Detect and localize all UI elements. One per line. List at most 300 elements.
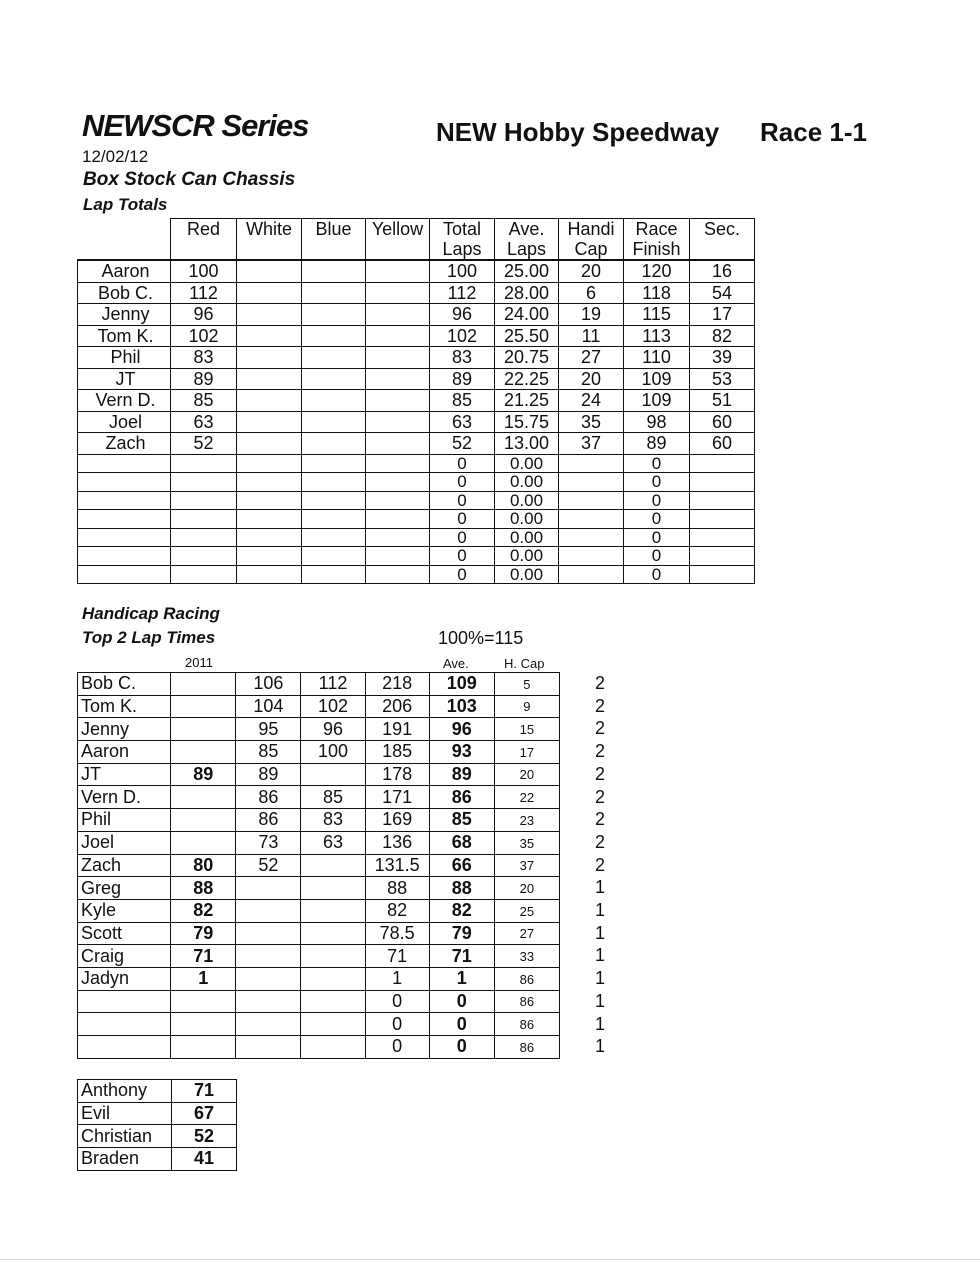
table-cell: 0 xyxy=(365,1036,429,1059)
table-row xyxy=(78,786,560,809)
table-cell: 0 xyxy=(365,990,429,1013)
driver-name: Jadyn xyxy=(78,967,171,990)
table-cell: 25.50 xyxy=(495,325,559,347)
table-cell: 63 xyxy=(430,411,495,433)
table-cell xyxy=(301,854,365,877)
table-cell: 22.25 xyxy=(495,368,559,390)
table-cell: 71 xyxy=(429,945,494,968)
table-cell: 25 xyxy=(494,899,559,922)
table-cell: 15 xyxy=(494,718,559,741)
table-cell xyxy=(171,831,236,854)
table-row xyxy=(78,528,755,547)
table-cell: 1 xyxy=(171,967,236,990)
table-cell: 0 xyxy=(624,565,690,584)
table-cell: 23 xyxy=(494,809,559,832)
table-cell xyxy=(366,565,430,584)
table-row xyxy=(78,1080,237,1103)
column-header: Sec. xyxy=(690,219,755,261)
table-cell xyxy=(302,547,366,566)
table-cell: 27 xyxy=(559,347,624,369)
table-cell: 17 xyxy=(690,304,755,326)
driver-name: Kyle xyxy=(78,899,171,922)
table-cell xyxy=(690,454,755,473)
table-row xyxy=(78,1102,237,1125)
table-cell xyxy=(236,877,301,900)
table-cell xyxy=(237,510,302,529)
table-cell xyxy=(237,473,302,492)
table-row xyxy=(78,741,560,764)
driver-name: Jenny xyxy=(78,304,171,326)
table-cell: 109 xyxy=(624,368,690,390)
table-cell: 25.00 xyxy=(495,260,559,282)
table-cell xyxy=(171,510,237,529)
table-cell: 191 xyxy=(365,718,429,741)
table-cell xyxy=(171,454,237,473)
table-cell xyxy=(302,368,366,390)
heat-count: 2 xyxy=(594,695,605,716)
table-row xyxy=(78,325,755,347)
table-cell: 1 xyxy=(365,967,429,990)
table-cell xyxy=(559,491,624,510)
table-cell: 0.00 xyxy=(495,547,559,566)
table-cell: 0.00 xyxy=(495,491,559,510)
table-cell xyxy=(237,368,302,390)
driver-name: Zach xyxy=(78,854,171,877)
table-cell: 83 xyxy=(171,347,237,369)
column-header: White xyxy=(237,219,302,261)
table-cell: 16 xyxy=(690,260,755,282)
heat-count: 1 xyxy=(594,990,605,1011)
heat-count: 2 xyxy=(594,809,605,830)
table-cell xyxy=(171,1013,236,1036)
table-cell xyxy=(366,282,430,304)
table-cell xyxy=(366,347,430,369)
table-cell: 100 xyxy=(430,260,495,282)
table-cell xyxy=(237,390,302,412)
driver-name: Bob C. xyxy=(78,673,171,696)
table-cell: 100 xyxy=(171,260,237,282)
table-row xyxy=(78,390,755,412)
table-cell: 0 xyxy=(430,491,495,510)
driver-name: Braden xyxy=(78,1148,172,1171)
heat-count: 2 xyxy=(594,831,605,852)
table-cell: 86 xyxy=(494,1013,559,1036)
race-label: Race 1-1 xyxy=(760,117,867,147)
table-cell: 52 xyxy=(172,1125,237,1148)
table-cell: 0 xyxy=(429,1013,494,1036)
table-cell xyxy=(690,565,755,584)
column-header: Yellow xyxy=(366,219,430,261)
table-row xyxy=(78,967,560,990)
table-cell: 78.5 xyxy=(365,922,429,945)
driver-name xyxy=(78,473,171,492)
table-cell: 52 xyxy=(430,433,495,455)
table-cell xyxy=(690,491,755,510)
heat-count: 2 xyxy=(594,854,605,875)
table-cell: 19 xyxy=(559,304,624,326)
table-cell: 79 xyxy=(171,922,236,945)
table-cell: 113 xyxy=(624,325,690,347)
driver-name xyxy=(78,491,171,510)
table-cell xyxy=(366,260,430,282)
table-cell: 86 xyxy=(494,1036,559,1059)
column-header: Ave. Laps xyxy=(495,219,559,261)
table-cell xyxy=(302,282,366,304)
table-cell: 86 xyxy=(429,786,494,809)
table-cell xyxy=(366,454,430,473)
table-row xyxy=(78,1036,560,1059)
table-cell: 22 xyxy=(494,786,559,809)
table-cell: 0 xyxy=(430,565,495,584)
table-cell xyxy=(301,899,365,922)
table-cell xyxy=(301,1036,365,1059)
table-cell: 88 xyxy=(171,877,236,900)
driver-name: JT xyxy=(78,368,171,390)
table-row xyxy=(78,368,755,390)
table-cell: 80 xyxy=(171,854,236,877)
lap-totals-title: Lap Totals xyxy=(83,195,168,214)
table-row xyxy=(78,695,560,718)
table-cell: 88 xyxy=(429,877,494,900)
table-cell xyxy=(236,922,301,945)
table-row xyxy=(78,510,755,529)
table-row xyxy=(78,1125,237,1148)
table-cell: 112 xyxy=(430,282,495,304)
table-cell xyxy=(237,491,302,510)
column-header: Race Finish xyxy=(624,219,690,261)
table-cell: 20 xyxy=(494,763,559,786)
table-cell: 131.5 xyxy=(365,854,429,877)
table-cell: 86 xyxy=(236,809,301,832)
table-cell: 89 xyxy=(430,368,495,390)
driver-name xyxy=(78,990,171,1013)
table-row xyxy=(78,473,755,492)
table-cell xyxy=(237,347,302,369)
table-cell: 118 xyxy=(624,282,690,304)
table-cell: 13.00 xyxy=(495,433,559,455)
table-cell: 35 xyxy=(494,831,559,854)
table-row xyxy=(78,565,755,584)
table-cell xyxy=(302,347,366,369)
driver-name: Evil xyxy=(78,1102,172,1125)
table-cell: 89 xyxy=(624,433,690,455)
table-cell: 24 xyxy=(559,390,624,412)
table-cell xyxy=(301,763,365,786)
table-cell xyxy=(690,473,755,492)
table-cell xyxy=(302,454,366,473)
table-cell xyxy=(301,967,365,990)
driver-name: Aaron xyxy=(78,260,171,282)
table-cell: 83 xyxy=(301,809,365,832)
table-cell: 0.00 xyxy=(495,510,559,529)
table-cell: 63 xyxy=(301,831,365,854)
table-row xyxy=(78,990,560,1013)
handicap-table xyxy=(77,672,560,1059)
table-cell: 53 xyxy=(690,368,755,390)
table-row xyxy=(78,809,560,832)
table-cell: 73 xyxy=(236,831,301,854)
table-cell xyxy=(237,547,302,566)
table-cell: 83 xyxy=(430,347,495,369)
table-cell xyxy=(366,547,430,566)
table-cell: 63 xyxy=(171,411,237,433)
table-cell: 0.00 xyxy=(495,565,559,584)
table-cell: 112 xyxy=(171,282,237,304)
table-cell: 0 xyxy=(624,510,690,529)
table-cell xyxy=(236,945,301,968)
table-cell: 169 xyxy=(365,809,429,832)
table-cell: 103 xyxy=(429,695,494,718)
table-cell: 0 xyxy=(430,528,495,547)
driver-name: JT xyxy=(78,763,171,786)
table-row xyxy=(78,763,560,786)
table-cell xyxy=(366,433,430,455)
driver-name: Phil xyxy=(78,347,171,369)
table-cell: 60 xyxy=(690,433,755,455)
table-cell: 96 xyxy=(430,304,495,326)
table-cell xyxy=(171,718,236,741)
table-cell xyxy=(302,260,366,282)
table-row xyxy=(78,673,560,696)
table-row xyxy=(78,347,755,369)
table-cell: 95 xyxy=(236,718,301,741)
table-cell: 71 xyxy=(365,945,429,968)
table-cell xyxy=(302,565,366,584)
table-cell: 28.00 xyxy=(495,282,559,304)
table-cell: 9 xyxy=(494,695,559,718)
table-cell: 102 xyxy=(430,325,495,347)
table-cell: 0 xyxy=(429,1036,494,1059)
heat-count: 1 xyxy=(594,1013,605,1034)
table-cell: 86 xyxy=(236,786,301,809)
table-cell xyxy=(302,433,366,455)
table-cell xyxy=(237,565,302,584)
table-cell: 52 xyxy=(236,854,301,877)
driver-name xyxy=(78,547,171,566)
table-cell: 15.75 xyxy=(495,411,559,433)
table-cell: 0 xyxy=(624,491,690,510)
table-cell xyxy=(171,990,236,1013)
table-cell xyxy=(301,990,365,1013)
col-hcap-label: H. Cap xyxy=(504,656,545,671)
table-cell xyxy=(237,454,302,473)
class-name: Box Stock Can Chassis xyxy=(83,169,296,190)
heat-count: 2 xyxy=(594,718,605,739)
driver-name xyxy=(78,565,171,584)
driver-name: Scott xyxy=(78,922,171,945)
table-cell xyxy=(237,433,302,455)
table-cell: 0 xyxy=(430,473,495,492)
table-cell xyxy=(559,565,624,584)
table-cell: 100 xyxy=(301,741,365,764)
table-cell: 37 xyxy=(559,433,624,455)
column-header: Blue xyxy=(302,219,366,261)
table-cell: 115 xyxy=(624,304,690,326)
table-cell: 102 xyxy=(301,695,365,718)
table-cell xyxy=(171,473,237,492)
driver-name: Tom K. xyxy=(78,325,171,347)
driver-name: Bob C. xyxy=(78,282,171,304)
percent-label: 100%=115 xyxy=(438,628,524,648)
table-cell: 24.00 xyxy=(495,304,559,326)
table-cell: 86 xyxy=(494,990,559,1013)
table-cell: 71 xyxy=(172,1080,237,1103)
table-cell: 85 xyxy=(236,741,301,764)
driver-name: Anthony xyxy=(78,1080,172,1103)
table-cell xyxy=(559,528,624,547)
table-cell: 1 xyxy=(429,967,494,990)
table-row xyxy=(78,491,755,510)
table-cell: 178 xyxy=(365,763,429,786)
table-cell xyxy=(237,528,302,547)
table-cell xyxy=(237,260,302,282)
table-cell xyxy=(237,325,302,347)
table-cell: 0.00 xyxy=(495,454,559,473)
heat-count: 1 xyxy=(594,922,605,943)
table-row xyxy=(78,945,560,968)
table-cell: 89 xyxy=(236,763,301,786)
table-cell: 0 xyxy=(365,1013,429,1036)
table-cell xyxy=(559,473,624,492)
table-cell: 96 xyxy=(301,718,365,741)
table-cell: 0 xyxy=(429,990,494,1013)
table-cell: 41 xyxy=(172,1148,237,1171)
table-cell: 82 xyxy=(429,899,494,922)
table-row xyxy=(78,454,755,473)
table-cell: 20 xyxy=(494,877,559,900)
driver-name: Joel xyxy=(78,831,171,854)
table-cell: 185 xyxy=(365,741,429,764)
table-row xyxy=(78,831,560,854)
table-cell: 120 xyxy=(624,260,690,282)
series-title: NEWSCR Series xyxy=(82,108,309,143)
table-cell: 104 xyxy=(236,695,301,718)
table-cell: 106 xyxy=(236,673,301,696)
driver-name: Aaron xyxy=(78,741,171,764)
table-row xyxy=(78,260,755,282)
table-cell: 89 xyxy=(171,763,236,786)
table-cell xyxy=(236,990,301,1013)
table-cell xyxy=(366,304,430,326)
driver-name xyxy=(78,1013,171,1036)
driver-name xyxy=(78,1036,171,1059)
extra-drivers-table xyxy=(77,1079,237,1171)
table-cell: 82 xyxy=(365,899,429,922)
table-cell: 82 xyxy=(171,899,236,922)
table-cell: 60 xyxy=(690,411,755,433)
heat-count: 2 xyxy=(594,673,605,693)
table-cell xyxy=(559,547,624,566)
table-cell xyxy=(171,673,236,696)
table-cell: 96 xyxy=(429,718,494,741)
table-cell xyxy=(366,390,430,412)
table-row xyxy=(78,411,755,433)
table-cell: 86 xyxy=(494,967,559,990)
table-cell: 112 xyxy=(301,673,365,696)
table-cell xyxy=(236,967,301,990)
handicap-subtitle: Top 2 Lap Times xyxy=(82,628,216,647)
table-cell xyxy=(171,491,237,510)
table-cell: 109 xyxy=(429,673,494,696)
table-cell xyxy=(171,695,236,718)
col-2011-label: 2011 xyxy=(185,655,213,670)
table-cell xyxy=(690,510,755,529)
table-cell: 109 xyxy=(624,390,690,412)
table-cell: 136 xyxy=(365,831,429,854)
table-cell xyxy=(366,411,430,433)
table-cell: 20.75 xyxy=(495,347,559,369)
heat-count: 2 xyxy=(594,741,605,762)
table-cell: 85 xyxy=(171,390,237,412)
lap-totals-table xyxy=(77,218,755,584)
driver-name xyxy=(78,454,171,473)
race-date: 12/02/12 xyxy=(82,147,149,166)
table-cell xyxy=(366,510,430,529)
heat-count: 1 xyxy=(594,877,605,898)
table-cell xyxy=(690,547,755,566)
table-cell: 82 xyxy=(690,325,755,347)
table-cell xyxy=(236,899,301,922)
table-row xyxy=(78,547,755,566)
driver-name xyxy=(78,528,171,547)
table-cell xyxy=(302,325,366,347)
heat-count: 2 xyxy=(594,763,605,784)
table-cell: 6 xyxy=(559,282,624,304)
table-cell: 89 xyxy=(429,763,494,786)
table-cell: 171 xyxy=(365,786,429,809)
table-cell xyxy=(171,786,236,809)
table-cell xyxy=(237,411,302,433)
table-cell xyxy=(301,945,365,968)
table-cell xyxy=(302,473,366,492)
track-name: NEW Hobby Speedway xyxy=(436,117,720,147)
table-cell xyxy=(171,741,236,764)
table-cell xyxy=(302,491,366,510)
table-cell xyxy=(366,325,430,347)
table-cell xyxy=(301,1013,365,1036)
table-cell xyxy=(236,1036,301,1059)
heat-count: 1 xyxy=(594,1036,605,1057)
table-cell: 39 xyxy=(690,347,755,369)
table-cell: 85 xyxy=(429,809,494,832)
table-cell: 0.00 xyxy=(495,528,559,547)
table-cell: 67 xyxy=(172,1102,237,1125)
table-cell: 20 xyxy=(559,368,624,390)
table-cell xyxy=(236,1013,301,1036)
table-cell xyxy=(690,528,755,547)
heat-count: 1 xyxy=(594,945,605,966)
driver-name: Vern D. xyxy=(78,786,171,809)
table-cell xyxy=(171,528,237,547)
table-cell: 51 xyxy=(690,390,755,412)
table-cell: 11 xyxy=(559,325,624,347)
column-header: Total Laps xyxy=(430,219,495,261)
table-cell xyxy=(171,1036,236,1059)
table-cell: 52 xyxy=(171,433,237,455)
table-cell: 102 xyxy=(171,325,237,347)
driver-name: Vern D. xyxy=(78,390,171,412)
table-cell: 33 xyxy=(494,945,559,968)
column-header: Handi Cap xyxy=(559,219,624,261)
table-cell: 20 xyxy=(559,260,624,282)
table-cell xyxy=(302,411,366,433)
table-cell: 0 xyxy=(430,454,495,473)
table-cell xyxy=(301,922,365,945)
table-cell xyxy=(302,528,366,547)
table-row xyxy=(78,922,560,945)
table-cell: 0 xyxy=(624,528,690,547)
table-cell: 0 xyxy=(624,454,690,473)
